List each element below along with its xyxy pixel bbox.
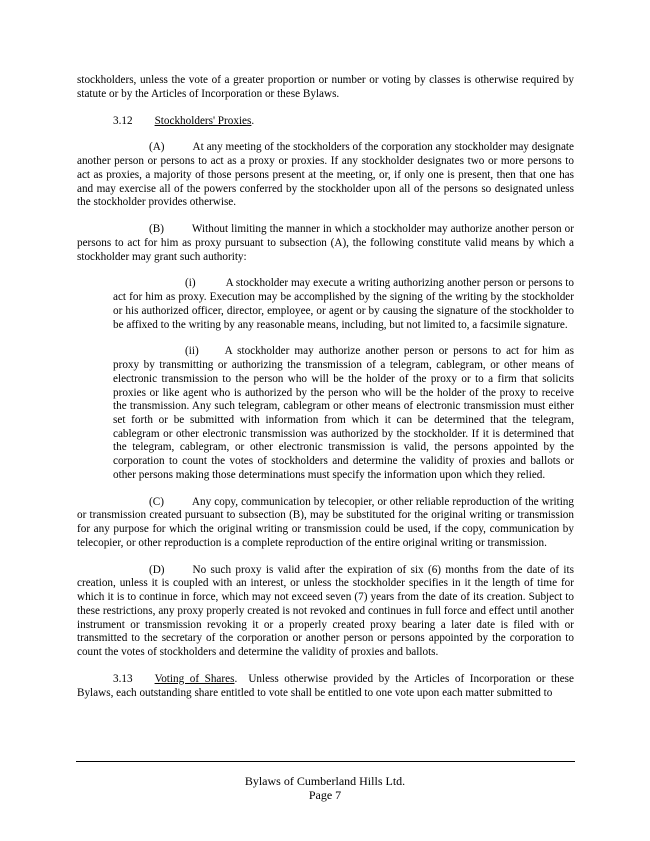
footer-divider: [76, 761, 575, 762]
paragraph-c-text: Any copy, communication by telecopier, or other reliable reproduction of the writing or transmission created pursuant to subsection (B), may be substituted for the original writing or transmission for any purpose for which the original writing or transmission could be used, if the copy, communication by telecopier, or other reproduction is a complete reproduction of the entire original writing or transmission.: [77, 495, 574, 549]
paragraph-c: [77, 496, 574, 551]
subparagraph-i: [113, 277, 574, 332]
subparagraph-i-text: A stockholder may execute a writing authorizing another person or persons to act for him as proxy. Execution may be accomplished by the signing of the writing by the stockholder or his authorized officer, director, employee, or agent or by causing the signature of the stockholder to be affixed to the writing by any reasonable means, including, but not limited to, a facsimile signature.: [113, 277, 574, 331]
subparagraph-ii-label: (ii): [185, 345, 199, 358]
section-3-13-title: Voting of Shares: [154, 672, 235, 685]
section-3-12-title: Stockholders' Proxies: [154, 114, 252, 127]
paragraph-d: [77, 564, 574, 660]
paragraph-a-text: At any meeting of the stockholders of the corporation any stockholder may designate another person or persons to act as a proxy or proxies. If any stockholder designates two or more persons to act as proxies, a majority of those persons present at the meeting, or, if only one is present, then that one has and may exercise all of the powers conferred by the stockholder upon all of the persons so designated unless the stockholder provides otherwise.: [77, 141, 574, 209]
section-3-13-paragraph: [77, 673, 574, 700]
paragraph-a-label: (A): [149, 141, 165, 154]
subparagraph-ii-text: A stockholder may authorize another person or persons to act for him as proxy by transmitting or authorizing the transmission of a telegram, cablegram, or other means of electronic transmission to the person who will be the holder of the proxy or to a firm that solicits proxies or like agent who is authorized by the person who will be the holder of the proxy to receive the transmission. Any such telegram, cablegram or other means of electronic transmission must either set forth or be submitted with information from which it can be determined that the telegram, cablegram or other electronic transmission was authorized by the stockholder. If it is determined that the telegram, cablegram, or other electronic transmission is valid, the persons appointed by the corporation to count the votes of stockholders and determine the validity of proxies and ballots or other persons making those determinations must specify the information upon which they relied.: [113, 345, 574, 481]
footer-document-title: Bylaws of Cumberland Hills Ltd.: [244, 774, 406, 788]
section-3-12-title-period: .: [251, 114, 255, 127]
section-3-12-heading: [77, 115, 574, 129]
paragraph-b-label: (B): [149, 223, 164, 236]
section-3-12-number: 3.12: [113, 114, 133, 127]
paragraph-a: [77, 141, 574, 210]
section-3-13-title-period: .: [234, 672, 238, 685]
page-footer: [0, 775, 650, 802]
section-3-13-text: Unless otherwise provided by the Articles of Incorporation or these Bylaws, each outstanding share entitled to vote shall be entitled to one vote upon each matter submitted to: [77, 672, 575, 699]
subparagraph-ii: [113, 345, 574, 482]
continuation-paragraph: stockholders, unless the vote of a greater proportion or number or voting by classes is otherwise required by statute or by the Articles of Incorporation or these Bylaws.: [77, 74, 574, 100]
paragraph-b: [77, 223, 574, 264]
footer-page-number: Page 7: [308, 787, 342, 802]
paragraph-b-text: Without limiting the manner in which a stockholder may authorize another person or persons to act for him as proxy pursuant to subsection (A), the following constitute valid means by which a stockholder may grant such authority:: [77, 223, 574, 263]
paragraph-d-label: (D): [149, 563, 165, 576]
paragraph-d-text: No such proxy is valid after the expiration of six (6) months from the date of its creation, unless it is coupled with an interest, or unless the stockholder specifies in it the length of time for which it is to continue in force, which may not exceed seven (7) years from the date of its creation. Subject to these restrictions, any proxy properly created is not revoked and continues in full force and effect until another instrument or transmission revoking it or a properly created proxy bearing a later date is filed with or transmitted to the secretary of the corporation or another person or persons appointed by the corporation to count the votes of stockholders and determine the validity of proxies and ballots.: [77, 563, 574, 658]
subparagraph-i-label: (i): [185, 277, 196, 290]
section-3-13-number: 3.13: [113, 672, 133, 685]
paragraph-c-label: (C): [149, 495, 164, 508]
document-body: [77, 74, 574, 700]
